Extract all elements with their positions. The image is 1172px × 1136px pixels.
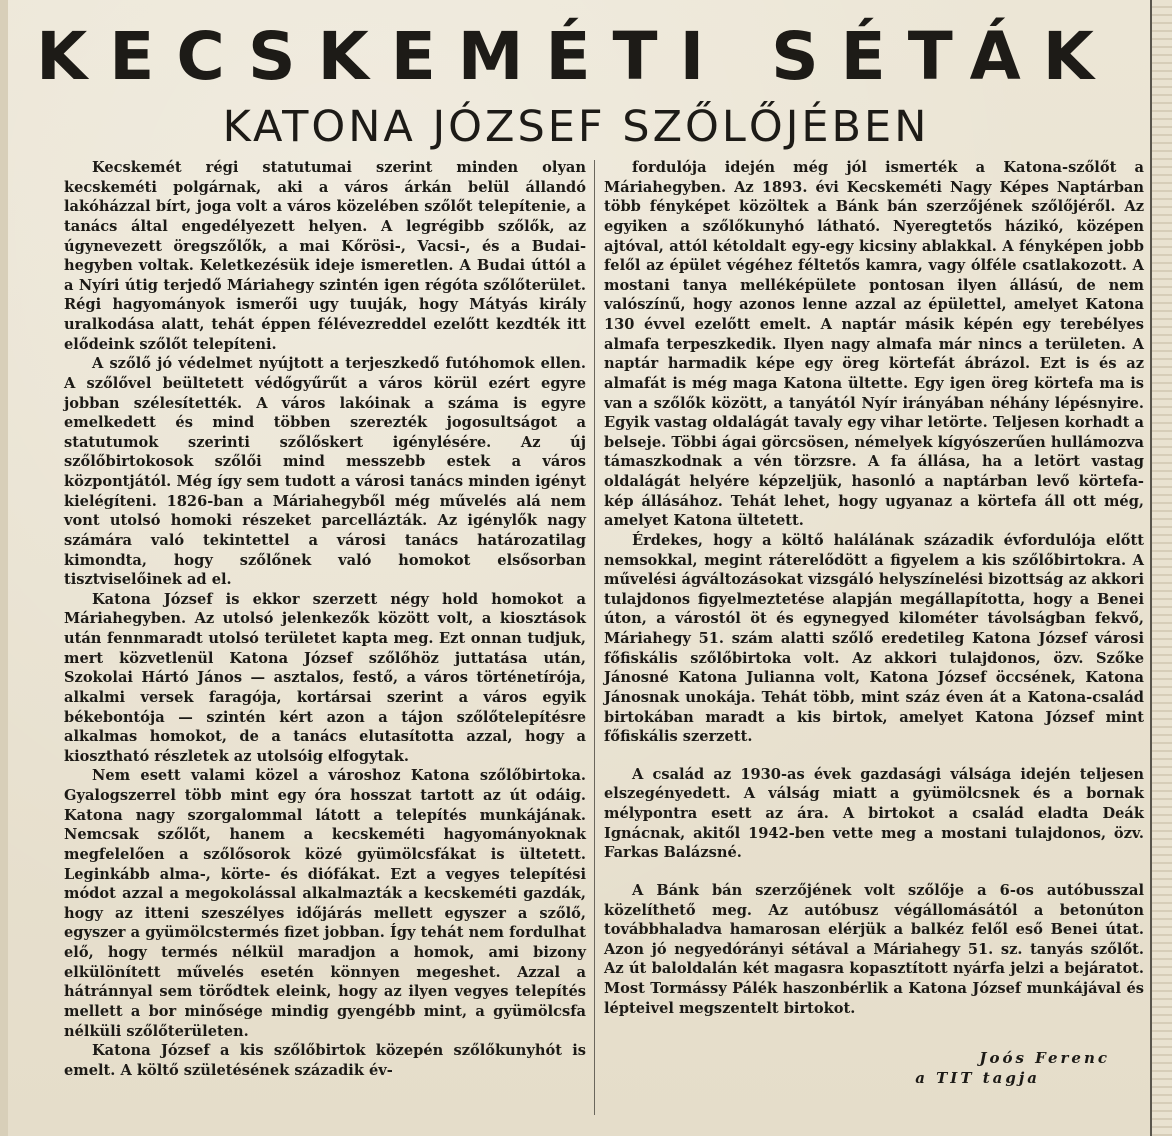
paragraph: A család az 1930-as évek gazdasági válsága idején teljesen elszegényedett. A válság miatt a gyümölcsnek és a bornak mélypontra esett az ára. A birtokot a család eladta Deák Ignácnak, akitől 1942-ben vette meg a mostani tulajdonos, özv. Farkas Balázsné. bbox=[604, 765, 1144, 862]
paper-torn-edge bbox=[1150, 0, 1172, 1136]
paper-left-edge bbox=[0, 0, 8, 1136]
author-name: Joós Ferenc bbox=[979, 1049, 1110, 1067]
column-divider bbox=[594, 160, 595, 1115]
right-column bbox=[604, 158, 1144, 1018]
author-role: a TIT tagja bbox=[915, 1069, 1040, 1087]
paragraph: Katona József is ekkor szerzett négy hold homokot a Máriahegyben. Az utolsó jelenkezők között volt, a kiosztások után fennmaradt utolsó területet kapta meg. Ezt onnan tudjuk, mert közvetlenül Katona József szőlőhöz juttatása után, Szokolai Hártó János — asztalos, festő, a város történetírója, alkalmi versek faragója, kortársai szerint a város egyik békebontója — szintén kért azon a tájon szőlőtelepítésre alkalmas homokot, de a tanács elutasította azzal, hogy a kiosztható részletek az utolsóig elfogytak. bbox=[64, 590, 586, 765]
paragraph: Katona József a kis szőlőbirtok közepén szőlőkunyhót is emelt. A költő születésének századik év- bbox=[64, 1042, 586, 1079]
author-signature bbox=[880, 1048, 1140, 1088]
left-column bbox=[64, 158, 586, 1080]
paragraph: Kecskemét régi statutumai szerint minden olyan kecskeméti polgárnak, aki a város árkán belül állandó lakóházzal bírt, joga volt a város közelében szőlőt telepítenie, a tanács által engedélyezett helyen. A legrégibb szőlők, az úgynevezett öregszőlők, a mai Kőrösi-, Vacsi-, és a Budai-hegyben voltak. Keletkezésük ideje ismeretlen. A Budai úttól a a Nyíri útig terjedő Máriahegy szintén igen régóta szőlőterület. Régi hagyományok ismerői ugy tuuják, hogy Mátyás király uralkodása alatt, tehát éppen félévezreddel ezelőtt kezdték itt elődeink szőlőt telepíteni. bbox=[64, 159, 586, 353]
paragraph: fordulója idején még jól ismerték a Katona-szőlőt a Máriahegyben. Az 1893. évi Kecskeméti Nagy Képes Naptárban több fényképet közöltek a Bánk bán szerzőjének szőlőjéről. Az egyiken a szőlőkunyhó látható. Nyeregtetős házikó, középen ajtóval, attól kétoldalt egy-egy kicsiny ablakkal. A fényképen jobb felől az épület végéhez féltetős kamra, vagy ólféle csatlakozott. A mostani tanya melléképülete pontosan ilyen állású, de nem valószínű, hogy azonos lenne azzal az épülettel, amelyet Katona 130 évvel ezelőtt emelt. A naptár másik képén egy terebélyes almafa terpeszkedik. Ilyen nagy almafa már nincs a területen. A naptár harmadik képe egy öreg körtefát ábrázol. Ezt is és az almafát is még maga Katona ültette. Egy igen öreg körtefa ma is van a szőlők között, a tanyától Nyír irányában néhány lépésnyire. Egyik vastag oldalágát tavaly egy vihar letörte. Teljesen korhadt a belseje. Többi ágai görcsösen, némelyek kígyószerűen hullámozva támaszkodnak a vén törzsre. A fa állása, ha a letört vastag oldalágát helyére képzeljük, hasonló a naptárban levő körtefa-kép állásához. Tehát lehet, hogy ugyanaz a körtefa áll ott még, amelyet Katona ültetett. bbox=[604, 159, 1144, 530]
paragraph: Nem esett valami közel a városhoz Katona szőlőbirtoka. Gyalogszerrel több mint egy óra hosszat tartott az út odáig. Katona nagy szorgalommal látott a telepítés munkájának. Nemcsak szőlőt, hanem a kecskeméti hagyományoknak megfelelően a szőlősorok közé gyümölcsfákat is ültetett. Leginkább alma-, körte- és diófákat. Ezt a vegyes telepítési módot azzal a megokolással alkalmazták a kecskeméti gazdák, hogy az itteni szeszélyes időjárás mellett egyszer a szőlő, egyszer a gyümölcstermés fizet jobban. Így tehát nem fordulhat elő, hogy termés nélkül maradjon a homok, ami bizony elkülönített művelés esetén könnyen megeshet. Azzal a hátránnyal sem törődtek eleink, hogy az ilyen vegyes telepítés mellett a bor minősége mindig gyengébb mint, a gyümölcsfa nélküli szőlőterületen. bbox=[64, 767, 586, 1040]
paragraph: A szőlő jó védelmet nyújtott a terjeszkedő futóhomok ellen. A szőlővel beültetett védőgyűrűt a város körül ezért egyre jobban szélesítették. A város lakóinak a száma is egyre emelkedett és mind többen szerezték jogosultságot a statutumok szerinti szőlőskert igénylésére. Az új szőlőbirtokosok szőlői mind messzebb estek a város központjától. Még így sem tudott a városi tanács minden igényt kielégíteni. 1826-ban a Máriahegyből még művelés alá nem vont utolsó homoki részeket parcellázták. Az igénylők nagy számára való tekintettel a városi tanács határozatilag kimondta, hogy szőlőnek való homokot elsősorban tisztviselőinek ad el. bbox=[64, 355, 586, 589]
paragraph: Érdekes, hogy a költő halálának századik évfordulója előtt nemsokkal, megint ráterelődött a figyelem a kis szőlőbirtokra. A művelési ágváltozásokat vizsgáló helyszínelési bizottság az akkori tulajdonos figyelmeztetése alapján megállapította, hogy a Benei úton, a várostól öt és egynegyed kilométer távolságban fekvő, Máriahegy 51. szám alatti szőlő eredetileg Katona József városi főfiskális szőlőbirtoka volt. Az akkori tulajdonos, özv. Szőke Jánosné Katona Julianna volt, Katona József öccsének, Katona Jánosnak unokája. Tehát több, mint száz éven át a Katona-család birtokában maradt a kis birtok, amelyet Katona József mint főfiskális szerzett. bbox=[604, 531, 1144, 746]
paragraph: A Bánk bán szerzőjének volt szőlője a 6-os autóbusszal közelíthető meg. Az autóbusz végállomásától a betonúton továbbhaladva hamarosan elérjük a balkéz felől eső Benei útat. Azon jó negyedórányi sétával a Máriahegy 51. sz. tanyás szőlőt. Az út baloldalán két magasra kopasztított nyárfa jelzi a bejáratot. Most Tormássy Pálék haszonbérlik a Katona József munkájával és lépteivel megszentelt birtokot. bbox=[604, 881, 1144, 1017]
article-subtitle: KATONA JÓZSEF SZŐLŐJÉBEN bbox=[222, 102, 930, 152]
article-title: KECSKEMÉTI SÉTÁK bbox=[36, 18, 1116, 95]
